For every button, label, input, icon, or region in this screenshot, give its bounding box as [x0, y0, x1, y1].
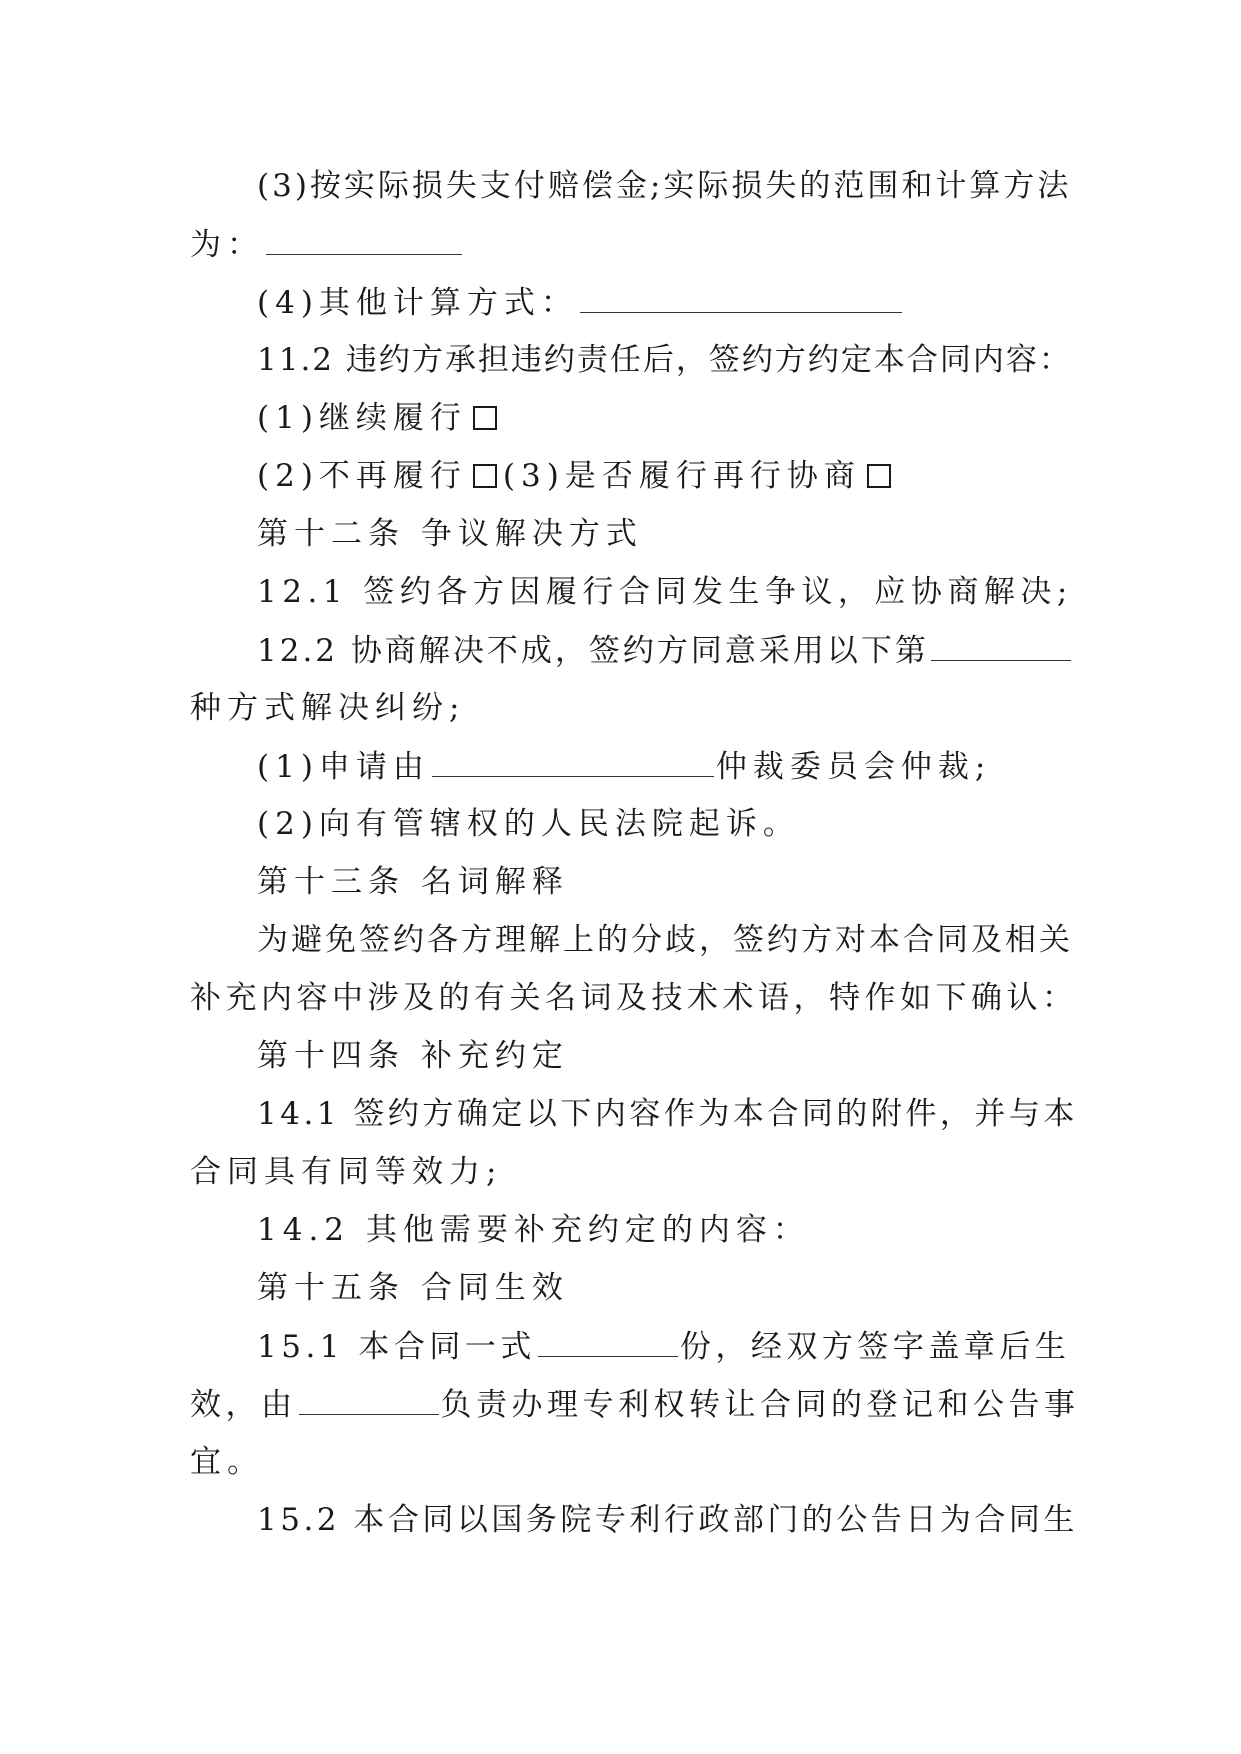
heading-text: 第十二条 争议解决方式 — [257, 516, 643, 552]
option-text: (2)不再履行 — [257, 458, 467, 494]
clause-text: 负责办理专利权转让合同的登记和公告事 — [440, 1387, 1080, 1423]
checkbox[interactable] — [473, 464, 497, 488]
clause-text: 补充内容中涉及的有关名词及技术术语，特作如下确认： — [190, 980, 1078, 1016]
clause-line — [257, 1210, 810, 1250]
option-text: (1)继续履行 — [257, 400, 467, 436]
option-line — [257, 804, 800, 844]
fill-blank[interactable] — [931, 630, 1071, 661]
section-heading — [257, 514, 643, 554]
clause-line — [257, 1500, 1078, 1540]
clause-text: 15.1 本合同一式 — [257, 1329, 536, 1365]
option-text: (2)向有管辖权的人民法院起诉。 — [257, 806, 800, 842]
clause-text: 14.1 签约方确定以下内容作为本合同的附件，并与本 — [257, 1096, 1078, 1132]
clause-line — [190, 1442, 264, 1482]
checkbox[interactable] — [473, 406, 497, 430]
clause-text: 效，由 — [190, 1387, 297, 1423]
clause-text: 份，经双方签字盖章后生 — [679, 1329, 1071, 1365]
option-line — [257, 746, 991, 786]
clause-line — [257, 1326, 1070, 1366]
clause-text: 为： — [190, 227, 264, 263]
clause-line — [257, 1094, 1078, 1134]
clause-line — [257, 920, 1073, 960]
clause-text: 为避免签约各方理解上的分歧，签约方对本合同及相关 — [257, 922, 1073, 958]
clause-text: 15.2 本合同以国务院专利行政部门的公告日为合同生 — [257, 1502, 1078, 1538]
clause-text: 种方式解决纠纷; — [190, 690, 466, 726]
clause-line — [190, 1384, 1080, 1424]
clause-line — [257, 282, 904, 322]
fill-blank[interactable] — [299, 1384, 439, 1415]
clause-line — [190, 978, 1078, 1018]
option-line — [257, 456, 897, 496]
clause-text: 12.1 签约各方因履行合同发生争议，应协商解决; — [257, 574, 1073, 610]
checkbox[interactable] — [867, 464, 891, 488]
fill-blank[interactable] — [432, 746, 714, 777]
clause-text: 12.2 协商解决不成，签约方同意采用以下第 — [257, 633, 929, 669]
clause-text: (4)其他计算方式： — [257, 285, 578, 321]
clause-text: (3)按实际损失支付赔偿金;实际损失的范围和计算方法 — [257, 168, 1072, 204]
clause-line — [190, 1152, 502, 1192]
fill-blank[interactable] — [538, 1326, 678, 1357]
clause-text: 11.2 违约方承担违约责任后，签约方约定本合同内容： — [257, 342, 1072, 378]
option-text: (1)申请由 — [257, 749, 430, 785]
section-heading — [257, 1036, 569, 1076]
clause-line — [257, 630, 1073, 670]
clause-line — [257, 572, 1073, 612]
fill-blank[interactable] — [266, 224, 462, 255]
option-line — [257, 398, 503, 438]
clause-line — [190, 688, 465, 728]
heading-text: 第十五条 合同生效 — [257, 1270, 569, 1306]
clause-text: 14.2 其他需要补充约定的内容： — [257, 1212, 810, 1248]
fill-blank[interactable] — [580, 282, 902, 313]
option-text: 仲裁委员会仲裁; — [715, 749, 992, 785]
clause-line — [257, 166, 1071, 206]
clause-text: 宜。 — [190, 1444, 264, 1480]
heading-text: 第十四条 补充约定 — [257, 1038, 569, 1074]
section-heading — [257, 862, 569, 902]
clause-text: 合同具有同等效力; — [190, 1154, 503, 1190]
section-heading — [257, 1268, 569, 1308]
heading-text: 第十三条 名词解释 — [257, 864, 569, 900]
option-text: (3)是否履行再行协商 — [502, 458, 861, 494]
clause-line — [257, 340, 1072, 380]
clause-line — [190, 224, 464, 264]
